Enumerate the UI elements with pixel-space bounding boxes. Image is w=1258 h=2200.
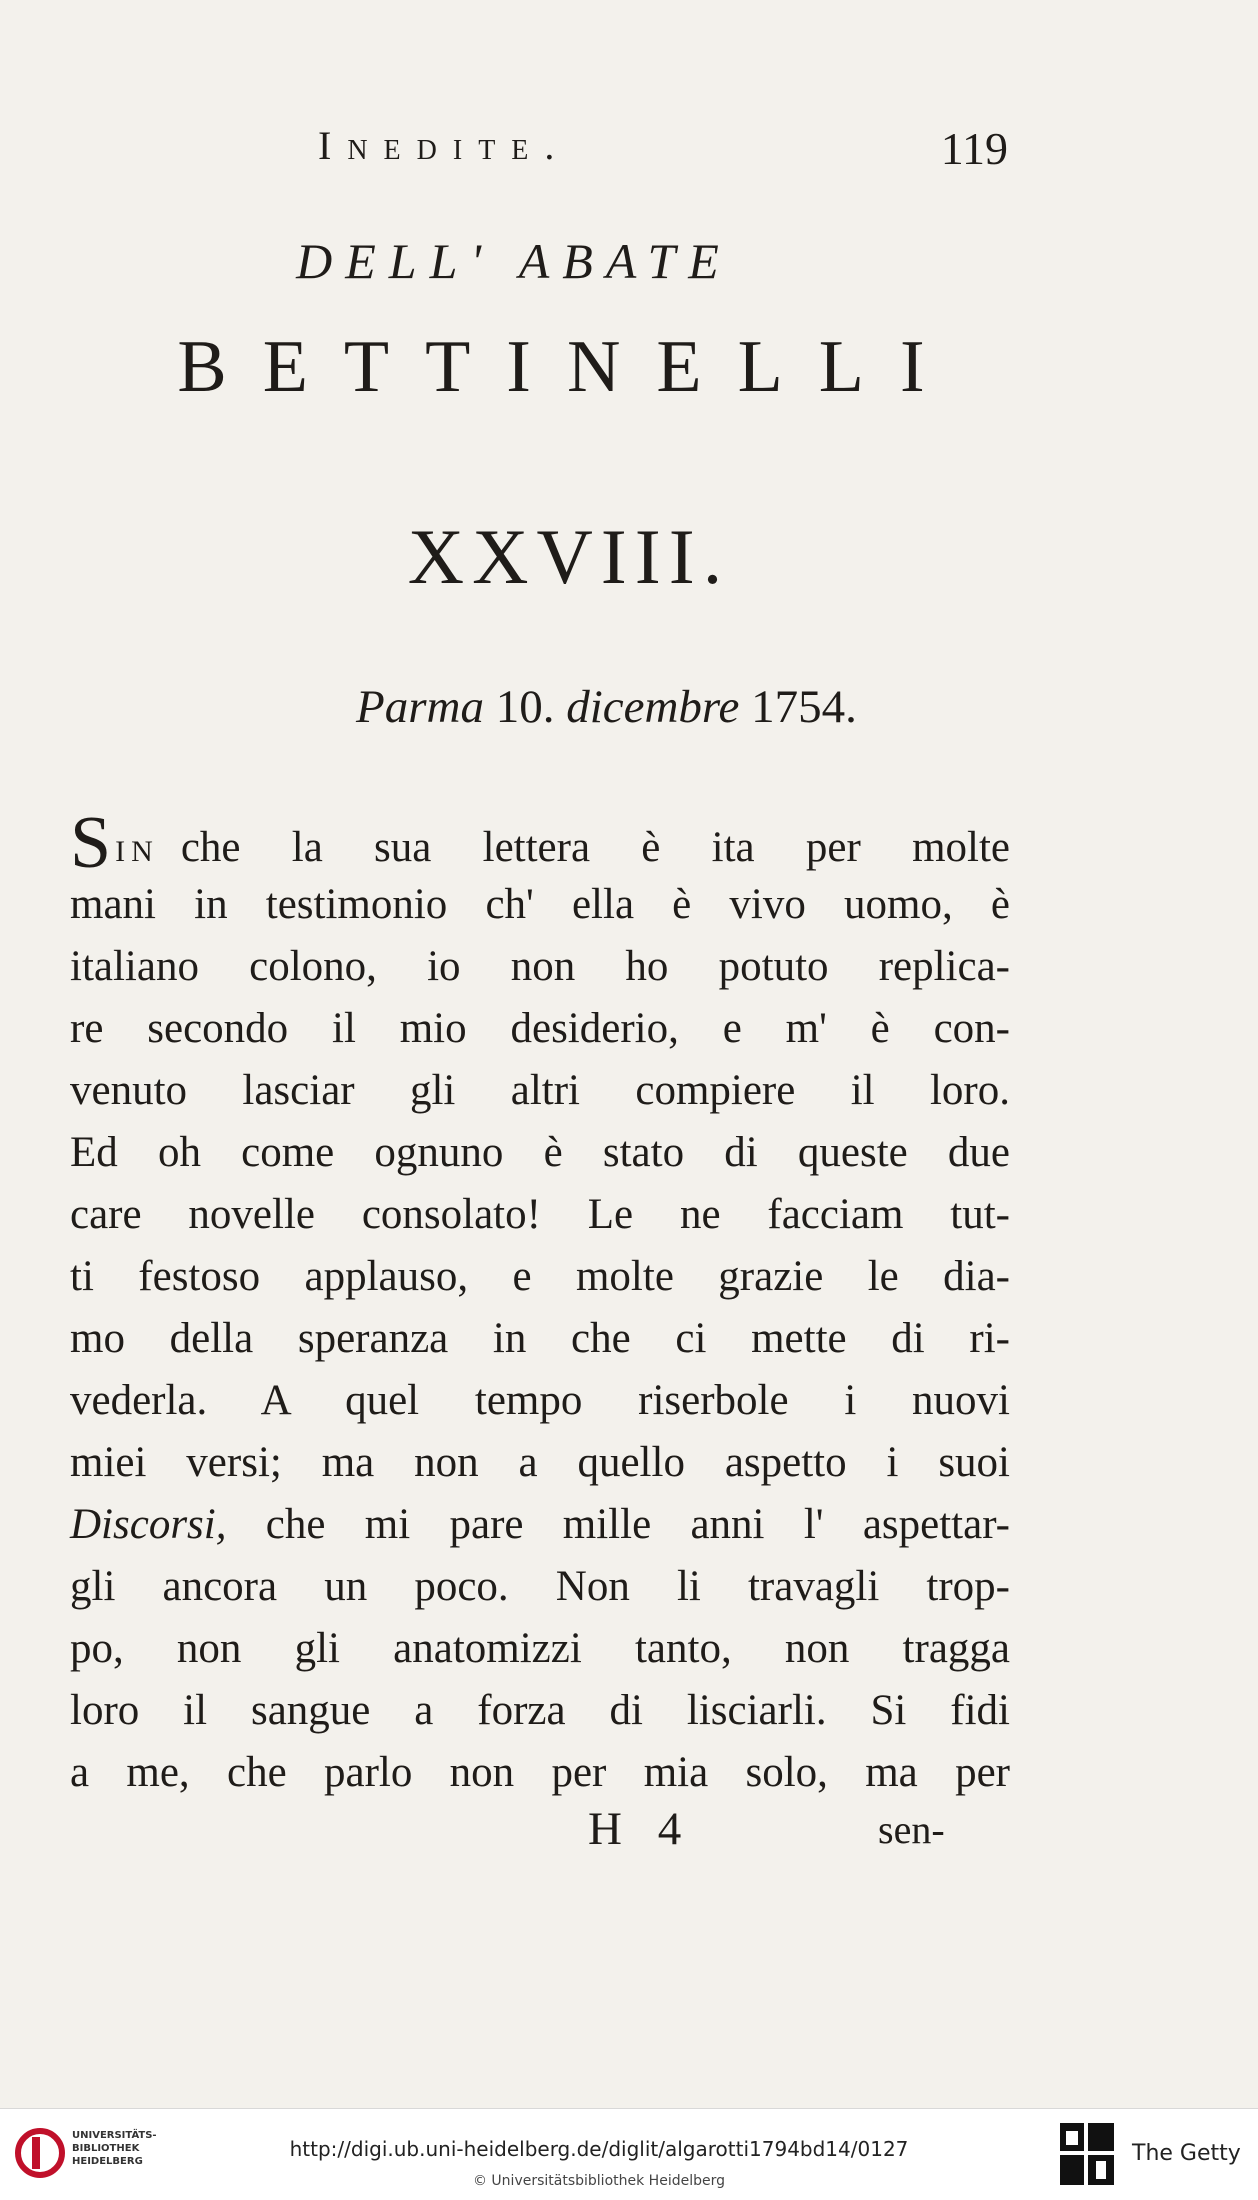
italic-title: Discorsi, [70, 1501, 227, 1548]
dateline-year: 1754. [751, 681, 857, 733]
body-line-text: po, non gli anatomizzi tanto, non tragga [70, 1625, 1010, 1672]
body-line [70, 1184, 1010, 1246]
dateline-place: Parma [356, 681, 484, 733]
body-line-text: care novelle consolato! Le ne facciam tut- [70, 1191, 1010, 1238]
partner-name: The Getty [1132, 2141, 1241, 2166]
body-line-text: ti festoso applauso, e molte grazie le dia- [70, 1253, 1010, 1300]
body-line-text: italiano colono, io non ho potuto replica- [70, 943, 1010, 990]
viewer-footer [0, 2108, 1258, 2200]
body-line-text: gli ancora un poco. Non li travagli trop- [70, 1563, 1010, 1610]
body-line-text: a me, che parlo non per mia solo, ma per [70, 1749, 1010, 1796]
body-line-text: loro il sangue a forza di lisciarli. Si fidi [70, 1687, 1010, 1734]
library-name-line: BIBLIOTHEK [72, 2143, 140, 2154]
body-line-text: che mi pare mille anni l' aspettar- [265, 1501, 1010, 1548]
body-line [70, 874, 1010, 936]
body-line [70, 936, 1010, 998]
dateline-date: 10. [495, 681, 555, 733]
permalink-url[interactable]: http://digi.ub.uni-heidelberg.de/diglit/algarotti1794bd14/0127 [289, 2137, 909, 2161]
first-word-rest: in [115, 824, 159, 871]
dateline [356, 680, 857, 734]
body-line [70, 998, 1010, 1060]
body-line-text: mo della speranza in che ci mette di ri- [70, 1315, 1010, 1362]
catchword: sen- [878, 1807, 945, 1852]
letter-body [70, 802, 1010, 1804]
library-name-line: HEIDELBERG [72, 2156, 143, 2167]
body-line [70, 1308, 1010, 1370]
signature-mark: H 4 [588, 1803, 694, 1855]
running-head-title: Inedite. [318, 123, 571, 168]
copyright-notice: © Universitätsbibliothek Heidelberg [472, 2173, 725, 2189]
body-line-text: miei versi; ma non a quello aspetto i suoi [70, 1439, 1010, 1486]
body-line [70, 1494, 1010, 1556]
body-line [70, 1680, 1010, 1742]
body-line-text: mani in testimonio ch' ella è vivo uomo, è [70, 881, 1010, 928]
author-line-1: DELL' ABATE [296, 233, 732, 289]
body-line [70, 1060, 1010, 1122]
getty-logo-icon[interactable] [1058, 2121, 1116, 2187]
body-line [70, 1246, 1010, 1308]
body-line-text: venuto lasciar gli altri compiere il loro. [70, 1067, 1010, 1114]
body-line [70, 1122, 1010, 1184]
dateline-month: dicembre [566, 681, 740, 733]
body-line [70, 1432, 1010, 1494]
body-line-text: vederla. A quel tempo riserbole i nuovi [70, 1377, 1010, 1424]
running-head [318, 122, 1008, 182]
body-line [70, 1556, 1010, 1618]
body-line-text: che la sua lettera è ita per molte [180, 824, 1010, 871]
body-line-text: Ed oh come ognuno è stato di queste due [70, 1129, 1010, 1176]
page-number: 119 [940, 123, 1008, 174]
body-line [70, 1618, 1010, 1680]
body-line-text: re secondo il mio desiderio, e m' è con- [70, 1005, 1010, 1052]
letter-number: XXVIII. [407, 513, 731, 600]
body-line [70, 802, 1010, 884]
drop-cap: S [70, 802, 112, 884]
author-line-2: BETTINELLI [177, 326, 961, 408]
library-name-line: UNIVERSITÄTS- [72, 2130, 157, 2141]
body-line [70, 1742, 1010, 1804]
body-line [70, 1370, 1010, 1432]
